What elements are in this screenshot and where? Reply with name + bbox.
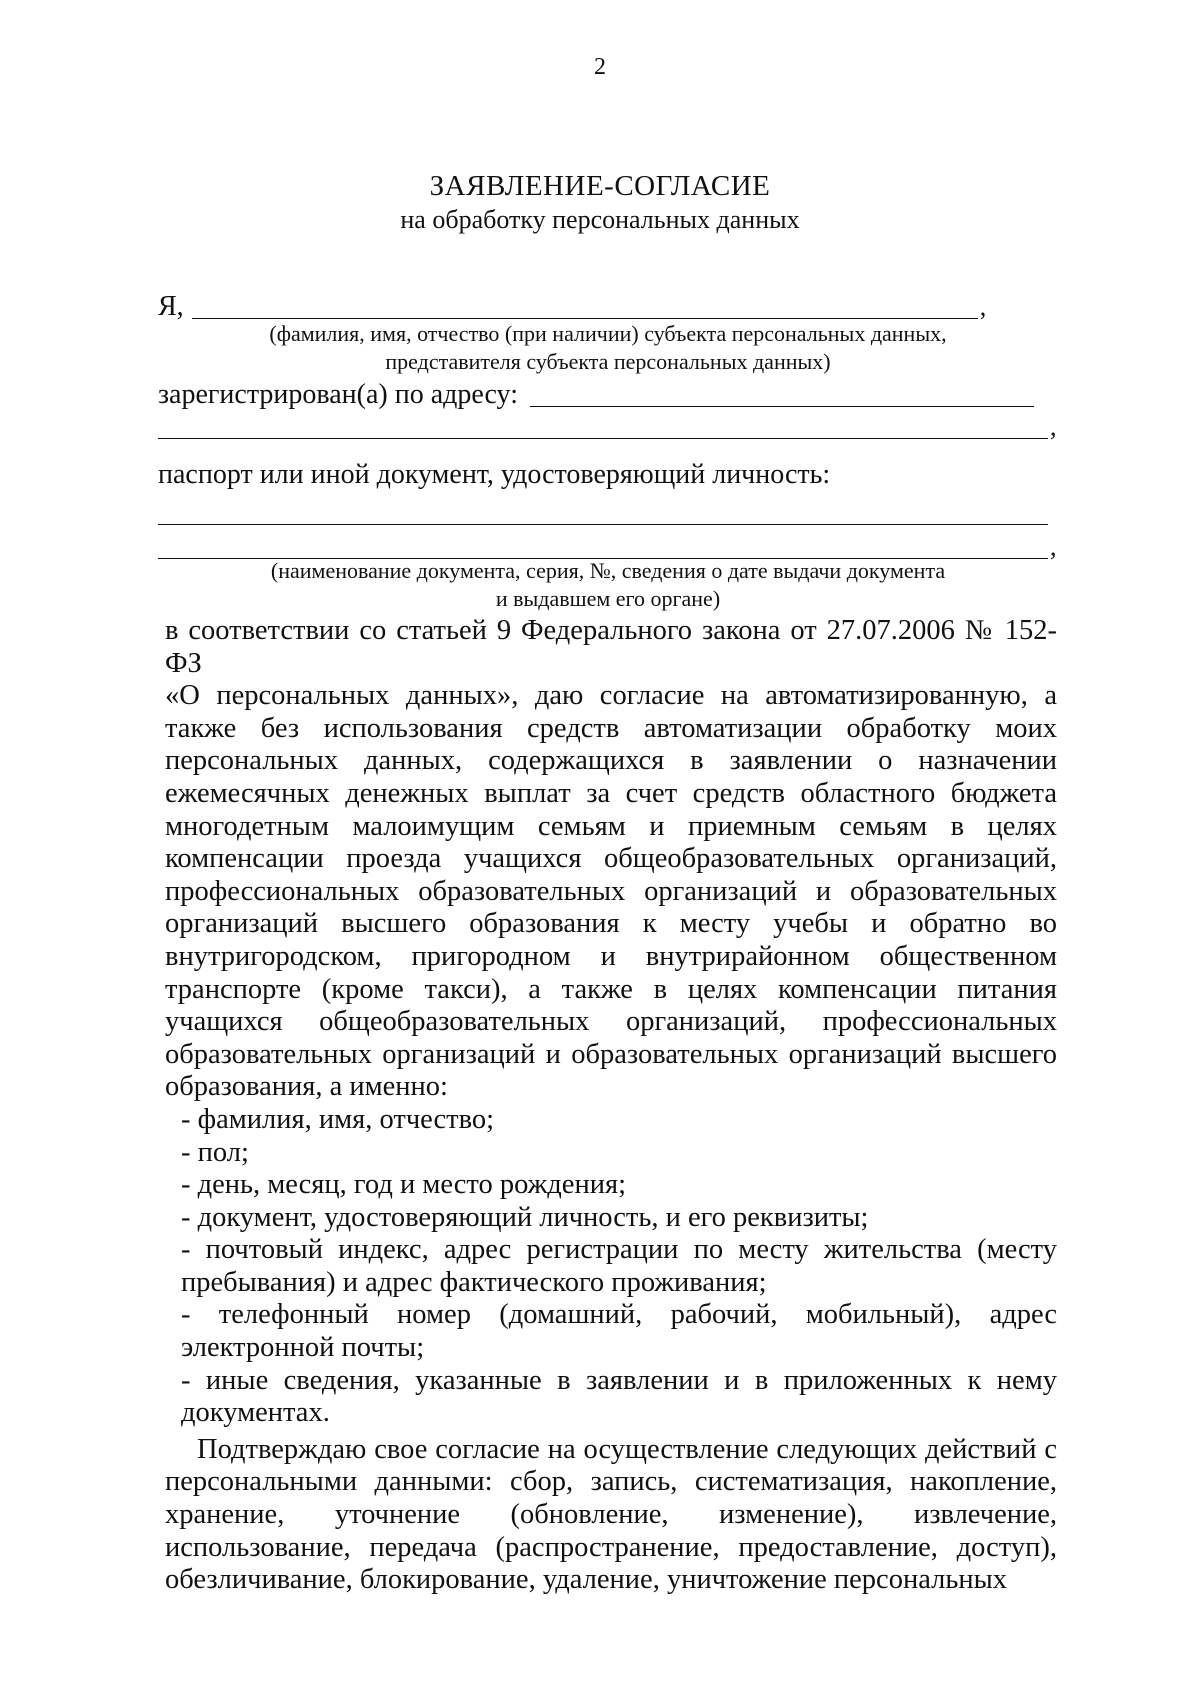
name-comma: , bbox=[979, 292, 987, 321]
name-field-row bbox=[158, 290, 1058, 324]
page-number: 2 bbox=[594, 54, 606, 80]
address-field[interactable] bbox=[530, 382, 1034, 407]
list-item: - телефонный номер (домашний, рабочий, мобильный), адрес электронной почты; bbox=[181, 1299, 1057, 1364]
personal-data-list bbox=[165, 1104, 1057, 1430]
passport-caption-line1: (наименование документа, серия, №, сведения о дате выдачи документа bbox=[270, 558, 946, 583]
address-field-2[interactable] bbox=[158, 414, 1048, 439]
list-item: - иные сведения, указанные в заявлении и в приложенных к нему документах. bbox=[181, 1364, 1057, 1429]
document-title: ЗАЯВЛЕНИЕ-СОГЛАСИЕ bbox=[429, 170, 771, 202]
passport-caption bbox=[158, 557, 1058, 613]
body-paragraph-2: Подтверждаю свое согласие на осуществление следующих действий с персональными данными: сбор, запись, систематизация, накопление, хранение, уточнение (обновление, изменение), извлечение, использование, передача (распространение, предоставление, доступ), обезличивание, блокирование, удаление, уничтожение персональных bbox=[165, 1433, 1057, 1596]
list-item: - документ, удостоверяющий личность, и его реквизиты; bbox=[181, 1201, 869, 1233]
address-field-row-2 bbox=[158, 410, 1058, 444]
list-item: - фамилия, имя, отчество; bbox=[181, 1103, 495, 1135]
address-comma: , bbox=[1050, 412, 1057, 441]
body-paragraph-1-line-1: в соответствии со статьей 9 Федерального закона от 27.07.2006 № 152-ФЗ bbox=[165, 615, 1057, 679]
passport-field-row bbox=[158, 496, 1058, 530]
list-item: - день, месяц, год и место рождения; bbox=[181, 1169, 626, 1201]
list-item: - почтовый индекс, адрес регистрации по месту жительства (месту пребывания) и адрес фактического проживания; bbox=[181, 1234, 1057, 1298]
name-caption-line2: представителя субъекта персональных данных) bbox=[385, 349, 831, 374]
address-field-row bbox=[158, 378, 1058, 412]
passport-label: паспорт или иной документ, удостоверяющий личность: bbox=[158, 459, 831, 490]
passport-field-2[interactable] bbox=[158, 534, 1048, 559]
name-prefix: Я, bbox=[158, 291, 184, 322]
list-item: - пол; bbox=[181, 1136, 249, 1168]
passport-field[interactable] bbox=[158, 500, 1048, 525]
passport-caption-line2: и выдавшем его органе) bbox=[495, 586, 721, 611]
name-caption-line1: (фамилия, имя, отчество (при наличии) субъекта персональных данных, bbox=[269, 321, 947, 346]
document-subtitle: на обработку персональных данных bbox=[400, 205, 800, 234]
name-field[interactable] bbox=[192, 294, 978, 319]
passport-comma: , bbox=[1050, 532, 1057, 561]
name-caption bbox=[158, 320, 1058, 376]
consent-body bbox=[165, 615, 1057, 1597]
address-label: зарегистрирован(а) по адресу: bbox=[158, 379, 518, 410]
passport-label-row bbox=[158, 458, 1058, 492]
body-paragraph-1: «О персональных данных», даю согласие на автоматизированную, а также без использования средств автоматизации обработку моих персональных данных, содержащихся в заявлении о назначении ежемесячных денежных выплат за счет средств областного бюджета многодетным малоимущим семьям и приемным семьям в целях компенсации проезда учащихся общеобразовательных организаций, профессиональных образовательных организаций и образовательных организаций высшего образования к месту учебы и обратно во внутригородском, пригородном и внутрирайонном общественном транспорте (кроме такси), а также в целях компенсации питания учащихся общеобразовательных организаций, профессиональных образовательных организаций и образовательных организаций высшего образования, а именно: bbox=[165, 680, 1057, 1103]
